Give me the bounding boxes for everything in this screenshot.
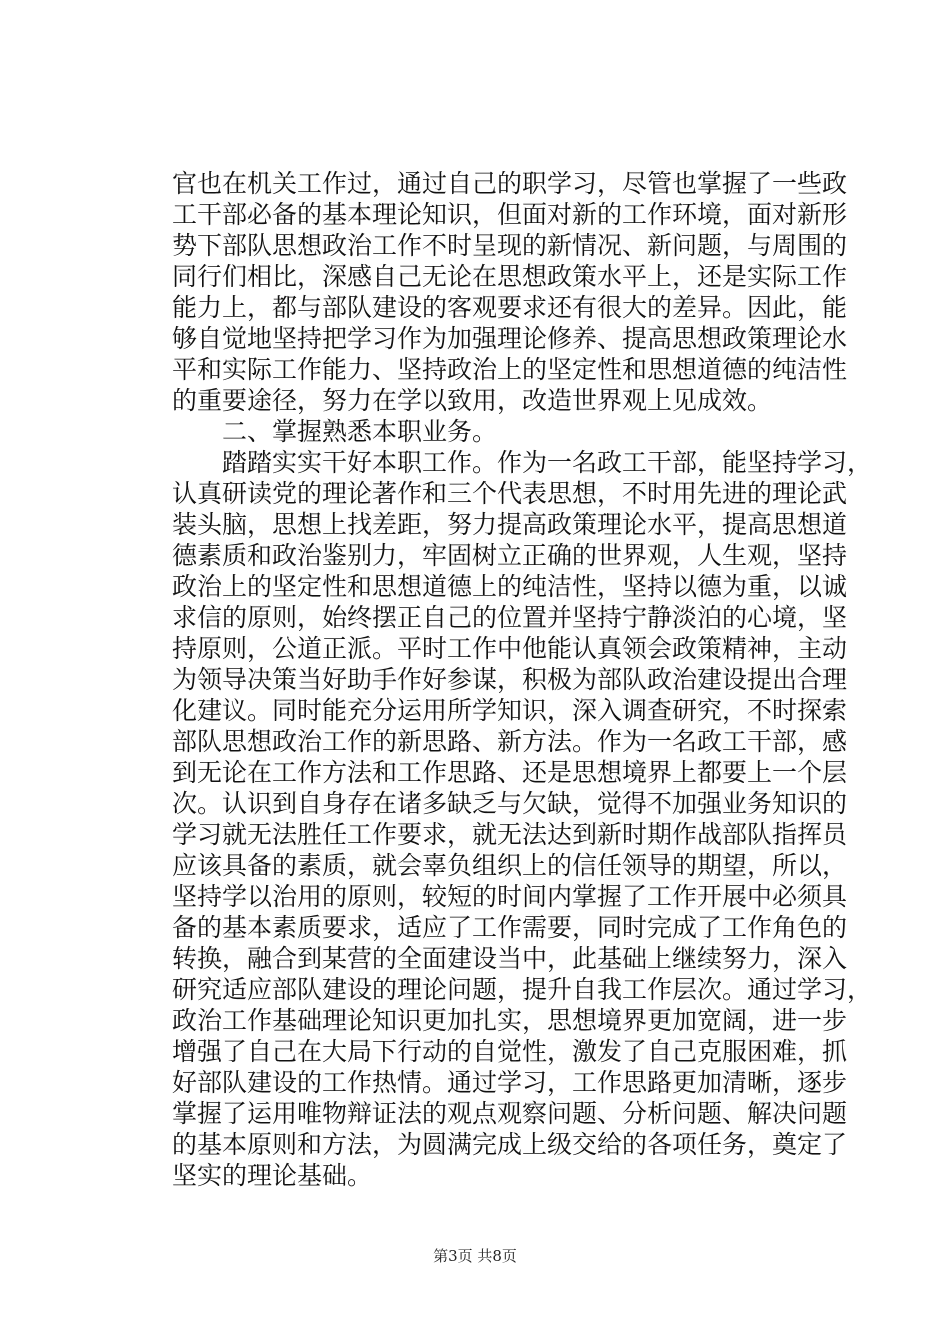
text-line: 坚实的理论基础。 xyxy=(172,1161,373,1190)
text-line: 备的基本素质要求，适应了工作需要，同时完成了工作角色的 xyxy=(172,913,848,942)
text-line: 政治工作基础理论知识更加扎实，思想境界更加宽阔，进一步 xyxy=(172,1006,848,1035)
text-line: 政治上的坚定性和思想道德上的纯洁性，坚持以德为重，以诚 xyxy=(172,572,848,601)
page-number: 第3页 共8页 xyxy=(433,1247,517,1265)
text-line: 平和实际工作能力、坚持政治上的坚定性和思想道德的纯洁性 xyxy=(172,355,848,384)
text-line: 学习就无法胜任工作要求，就无法达到新时期作战部队指挥员 xyxy=(172,820,848,849)
text-line: 势下部队思想政治工作不时呈现的新情况、新问题，与周围的 xyxy=(172,231,848,260)
text-line: 坚持学以治用的原则，较短的时间内掌握了工作开展中必须具 xyxy=(172,882,848,911)
text-line: 认真研读党的理论著作和三个代表思想，不时用先进的理论武 xyxy=(172,479,848,508)
section-heading: 二、掌握熟悉本职业务。 xyxy=(172,417,498,446)
text-line: 同行们相比，深感自己无论在思想政策水平上，还是实际工作 xyxy=(172,262,848,291)
text-line: 转换，融合到某营的全面建设当中，此基础上继续努力，深入 xyxy=(172,944,848,973)
text-line: 的基本原则和方法，为圆满完成上级交给的各项任务，奠定了 xyxy=(172,1130,848,1159)
text-line: 部队思想政治工作的新思路、新方法。作为一名政工干部，感 xyxy=(172,727,848,756)
text-line: 装头脑，思想上找差距，努力提高政策理论水平，提高思想道 xyxy=(172,510,848,539)
text-line: 掌握了运用唯物辩证法的观点观察问题、分析问题、解决问题 xyxy=(172,1099,848,1128)
text-line: 应该具备的素质，就会辜负组织上的信任领导的期望，所以， xyxy=(172,851,848,880)
text-line: 踏踏实实干好本职工作。作为一名政工干部，能坚持学习， xyxy=(172,448,873,477)
text-line: 德素质和政治鉴别力，牢固树立正确的世界观，人生观，坚持 xyxy=(172,541,848,570)
body-text xyxy=(172,168,873,1191)
text-line: 为领导决策当好助手作好参谋，积极为部队政治建设提出合理 xyxy=(172,665,848,694)
text-line: 好部队建设的工作热情。通过学习，工作思路更加清晰，逐步 xyxy=(172,1068,848,1097)
text-line: 的重要途径，努力在学以致用，改造世界观上见成效。 xyxy=(172,386,773,415)
text-line: 持原则，公道正派。平时工作中他能认真领会政策精神，主动 xyxy=(172,634,848,663)
text-line: 够自觉地坚持把学习作为加强理论修养、提高思想政策理论水 xyxy=(172,324,848,353)
text-line: 到无论在工作方法和工作思路、还是思想境界上都要上一个层 xyxy=(172,758,848,787)
text-line: 官也在机关工作过，通过自己的职学习，尽管也掌握了一些政 xyxy=(172,169,848,198)
text-line: 工干部必备的基本理论知识，但面对新的工作环境，面对新形 xyxy=(172,200,848,229)
text-line: 研究适应部队建设的理论问题，提升自我工作层次。通过学习， xyxy=(172,975,873,1004)
text-line: 求信的原则，始终摆正自己的位置并坚持宁静淡泊的心境，坚 xyxy=(172,603,848,632)
text-line: 化建议。同时能充分运用所学知识，深入调查研究，不时探索 xyxy=(172,696,848,725)
text-line: 能力上，都与部队建设的客观要求还有很大的差异。因此，能 xyxy=(172,293,848,322)
text-line: 增强了自己在大局下行动的自觉性，激发了自己克服困难，抓 xyxy=(172,1037,848,1066)
text-line: 次。认识到自身存在诸多缺乏与欠缺，觉得不加强业务知识的 xyxy=(172,789,848,818)
